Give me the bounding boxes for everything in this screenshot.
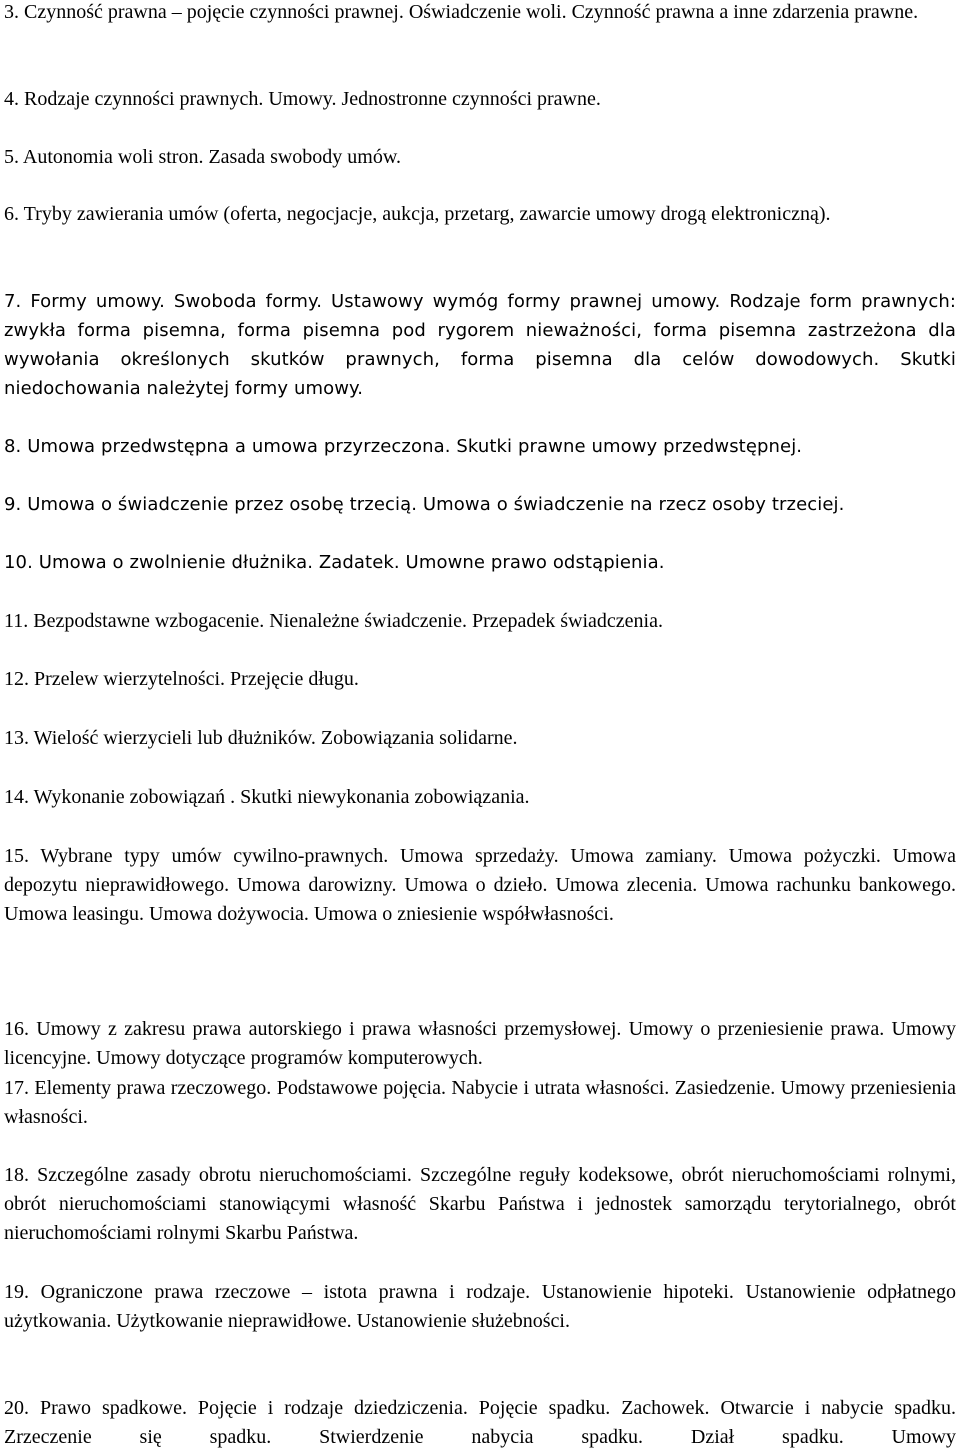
list-item-7: 7. Formy umowy. Swoboda formy. Ustawowy wymóg formy prawnej umowy. Rodzaje form prawnych: zwykła forma pisemna, forma pisemna pod rygorem nieważności, forma pisemna zastrzeżona dla wywołania określonych skutków prawnych, forma pisemna dla celów dowodowych. Skutki niedochowania należytej formy umowy.	[4, 291, 956, 399]
list-item-3: 3. Czynność prawna – pojęcie czynności prawnej. Oświadczenie woli. Czynność prawna a inne zdarzenia prawne.	[4, 1, 919, 23]
list-item-12: 12. Przelew wierzytelności. Przejęcie długu.	[4, 668, 359, 690]
document-page	[4, 0, 956, 1452]
list-item-8: 8. Umowa przedwstępna a umowa przyrzeczona. Skutki prawne umowy przedwstępnej.	[4, 436, 803, 457]
list-item-20: 20. Prawo spadkowe. Pojęcie i rodzaje dziedziczenia. Pojęcie spadku. Zachowek. Otwarcie i nabycie spadku. Zrzeczenie się spadku. Stwierdzenie nabycia spadku. Dział spadku. Umowy	[4, 1397, 956, 1448]
list-item-18: 18. Szczególne zasady obrotu nieruchomościami. Szczególne reguły kodeksowe, obrót nieruchomościami rolnymi, obrót nieruchomościami stanowiącymi własność Skarbu Państwa i jednostek samorządu terytorialnego, obrót nieruchomościami rolnymi Skarbu Państwa.	[4, 1164, 956, 1244]
list-item-6: 6. Tryby zawierania umów (oferta, negocjacje, aukcja, przetarg, zawarcie umowy drogą elektroniczną).	[4, 203, 831, 225]
list-item-9: 9. Umowa o świadczenie przez osobę trzecią. Umowa o świadczenie na rzecz osoby trzeciej.	[4, 494, 845, 515]
list-item-16: 16. Umowy z zakresu prawa autorskiego i prawa własności przemysłowej. Umowy o przeniesienie prawa. Umowy licencyjne. Umowy dotyczące programów komputerowych.	[4, 1018, 956, 1069]
list-item-13: 13. Wielość wierzycieli lub dłużników. Zobowiązania solidarne.	[4, 727, 518, 749]
list-item-10: 10. Umowa o zwolnienie dłużnika. Zadatek. Umowne prawo odstąpienia.	[4, 552, 665, 573]
list-item-4: 4. Rodzaje czynności prawnych. Umowy. Jednostronne czynności prawne.	[4, 88, 601, 110]
list-item-15: 15. Wybrane typy umów cywilno-prawnych. Umowa sprzedaży. Umowa zamiany. Umowa pożyczki. Umowa depozytu nieprawidłowego. Umowa darowizny. Umowa o dzieło. Umowa zlecenia. Umowa rachunku bankowego. Umowa leasingu. Umowa dożywocia. Umowa o zniesienie współwłasności.	[4, 845, 956, 925]
list-item-5: 5. Autonomia woli stron. Zasada swobody umów.	[4, 146, 402, 168]
list-item-11: 11. Bezpodstawne wzbogacenie. Nienależne świadczenie. Przepadek świadczenia.	[4, 610, 663, 632]
list-item-17: 17. Elementy prawa rzeczowego. Podstawowe pojęcia. Nabycie i utrata własności. Zasiedzenie. Umowy przeniesienia własności.	[4, 1077, 956, 1128]
list-item-14: 14. Wykonanie zobowiązań . Skutki niewykonania zobowiązania.	[4, 786, 530, 808]
list-item-19: 19. Ograniczone prawa rzeczowe – istota prawna i rodzaje. Ustanowienie hipoteki. Ustanowienie odpłatnego użytkowania. Użytkowanie nieprawidłowe. Ustanowienie służebności.	[4, 1281, 956, 1332]
